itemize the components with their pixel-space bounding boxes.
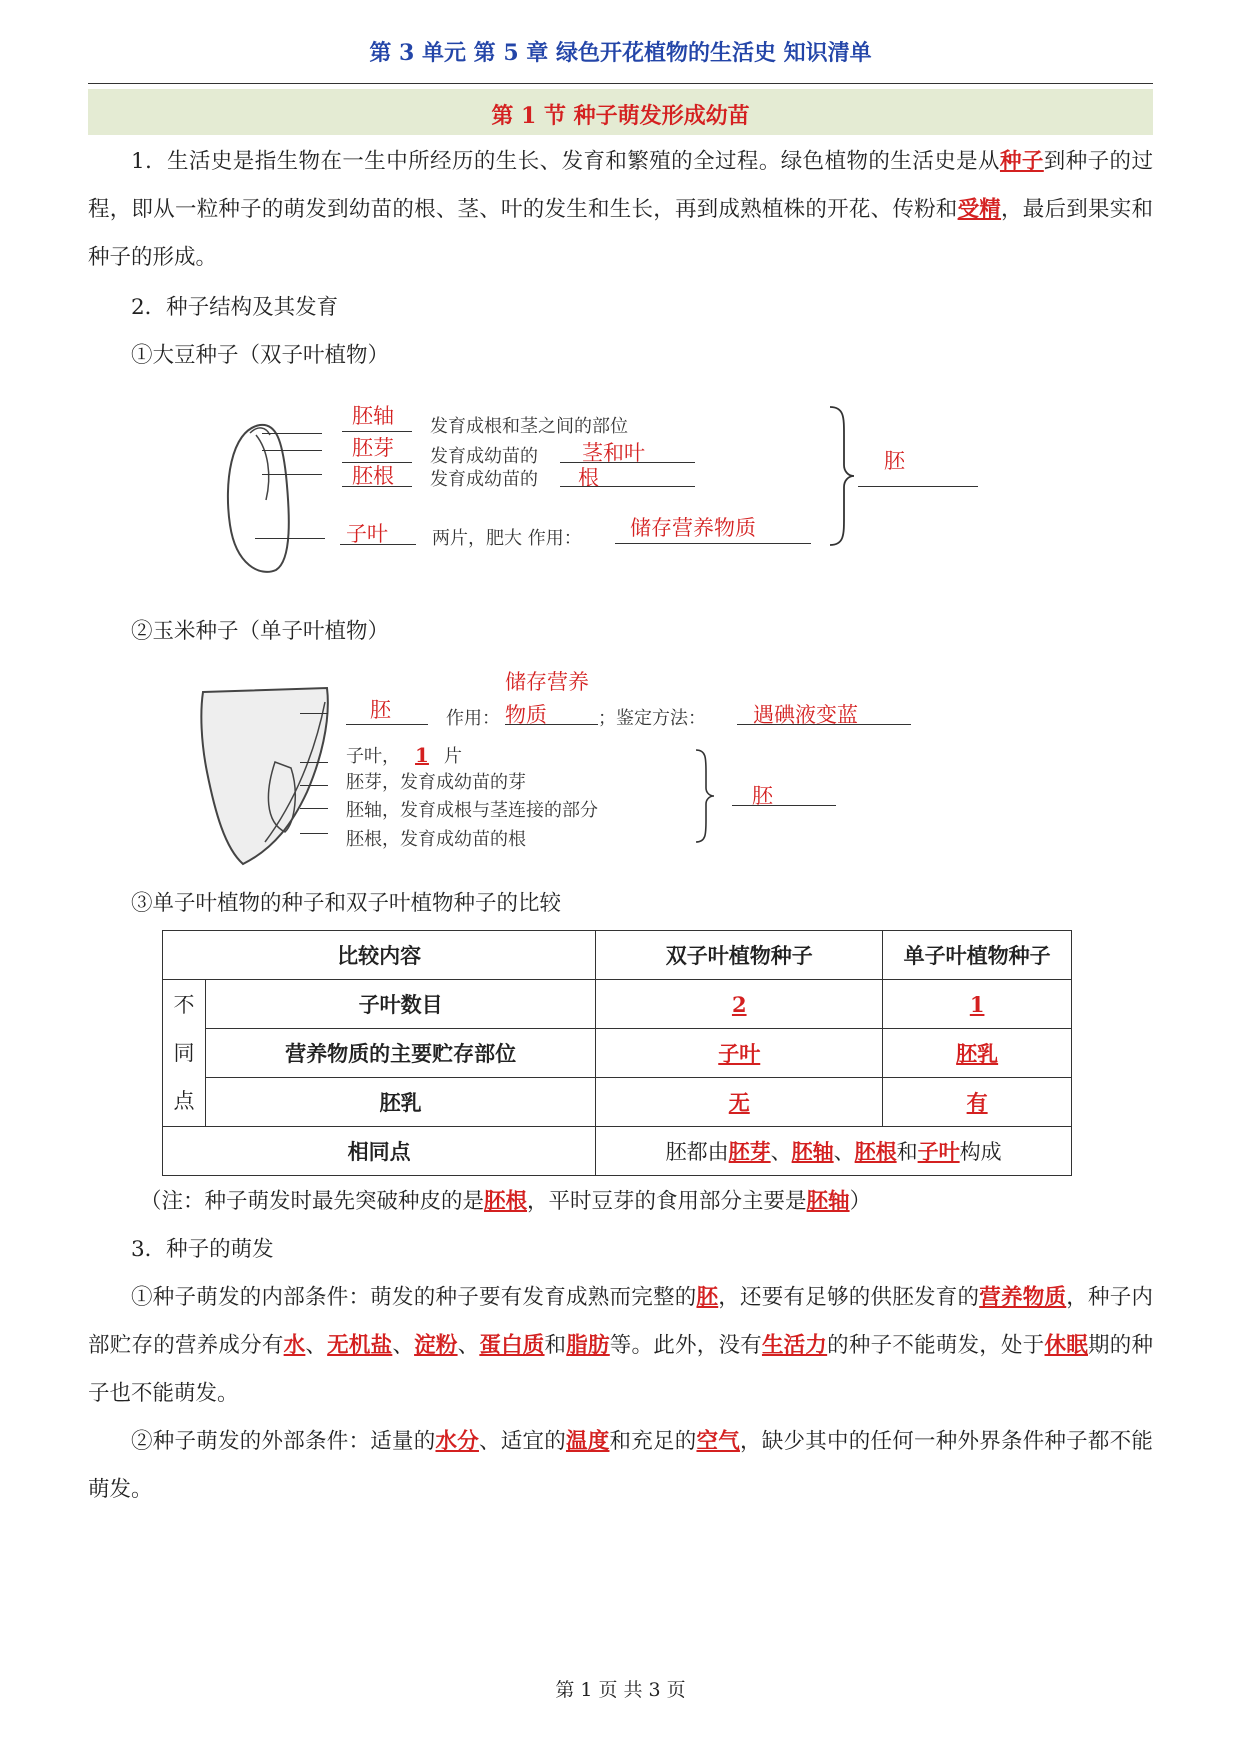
text: 片 [444, 746, 462, 767]
cell-dicot: 子叶 [596, 1029, 883, 1078]
answer: 种子 [999, 149, 1044, 174]
answer-function-1: 储存营养 [505, 670, 589, 694]
text: 胚都由 [665, 1140, 729, 1164]
answer: 胚轴 [791, 1139, 834, 1164]
table-row [163, 931, 1072, 980]
text: 1．生活史是指生物在一生中所经历的生长、发育和繁殖的全过程。绿色植物的生活史是从 [131, 149, 1000, 174]
pointer-line [262, 450, 322, 451]
answer: 生活力 [761, 1333, 828, 1358]
differences-label [163, 980, 206, 1127]
text: ，缺少其中的任何一种外界条件种子都不能萌发。 [88, 1429, 1153, 1502]
table-row [163, 980, 1072, 1029]
blank-line [560, 486, 695, 487]
text: 、 [392, 1333, 415, 1358]
text: ，种子内部贮存的营养成分有 [88, 1285, 1153, 1358]
text: 和充足的 [609, 1429, 697, 1454]
answer: 胚轴 [806, 1189, 850, 1214]
heading-corn-seed: ②玉米种子（单子叶植物） [131, 619, 390, 644]
pointer-line [300, 762, 328, 763]
label-cotyledon: 子叶 [346, 522, 388, 546]
answer: 胚 [696, 1285, 719, 1310]
answer: 子叶 [917, 1139, 960, 1164]
paragraph-life-history [88, 138, 1153, 282]
blank-line [342, 486, 412, 487]
answer: 脂肪 [566, 1333, 610, 1358]
text: 和 [896, 1140, 918, 1164]
table-row [163, 1078, 1072, 1127]
row-label: 营养物质的主要贮存部位 [206, 1029, 596, 1078]
answer: 水分 [435, 1429, 479, 1454]
label-radicle: 胚根 [352, 464, 394, 488]
corn-plumule: 胚芽，发育成幼苗的芽 [346, 772, 526, 793]
text: ①种子萌发的内部条件：萌发的种子要有发育成熟而完整的 [131, 1285, 697, 1310]
label-endosperm: 胚 [370, 698, 391, 722]
heading-bean-seed: ①大豆种子（双子叶植物） [131, 343, 390, 368]
blank-line [340, 544, 416, 545]
cell-dicot: 2 [596, 980, 883, 1029]
pointer-line [300, 713, 328, 714]
answer-cotyledon-count: 1 [415, 743, 429, 767]
text: 、 [833, 1140, 855, 1164]
blank-line [732, 805, 836, 806]
row-label: 相同点 [163, 1127, 596, 1176]
answer: 无机盐 [327, 1333, 393, 1358]
answer: 营养物质 [979, 1285, 1067, 1310]
comparison-table [162, 930, 1072, 1176]
answer: 休眠 [1044, 1333, 1088, 1358]
text: 、 [457, 1333, 480, 1358]
text: 同 [173, 1041, 195, 1065]
text: ，还要有足够的供胚发育的 [718, 1285, 980, 1310]
corn-cotyledon-row [346, 742, 462, 768]
label-embryo-axis: 胚轴 [352, 404, 394, 428]
page-footer: 第 1 页 共 3 页 [555, 1679, 686, 1701]
text: （注：种子萌发时最先突破种皮的是 [140, 1189, 485, 1214]
pointer-line [262, 474, 322, 475]
blank-line [737, 724, 911, 725]
answer: 水 [283, 1333, 306, 1358]
brace-bean [826, 405, 856, 547]
answer: 淀粉 [414, 1333, 458, 1358]
answer: 受精 [957, 197, 1002, 222]
blank-line [615, 543, 811, 544]
answer-test-method: 遇碘液变蓝 [753, 703, 858, 727]
desc-embryo-axis: 发育成根和茎之间的部位 [430, 416, 628, 437]
text: 、 [305, 1333, 328, 1358]
corn-embryo-axis: 胚轴，发育成根与茎连接的部分 [346, 800, 598, 821]
table-row [163, 1029, 1072, 1078]
header-cell: 比较内容 [163, 931, 596, 980]
note [140, 1178, 1140, 1226]
label-plumule: 胚芽 [352, 436, 394, 460]
text: 和 [544, 1333, 567, 1358]
answer: 胚根 [484, 1189, 528, 1214]
corn-seed-drawing [195, 682, 335, 870]
text: ②种子萌发的外部条件：适量的 [131, 1429, 436, 1454]
text: 不 [173, 993, 195, 1017]
pointer-line [262, 433, 322, 434]
cell-monocot: 1 [883, 980, 1072, 1029]
header-cell: 双子叶植物种子 [596, 931, 883, 980]
header-divider [88, 83, 1153, 84]
header-cell: 单子叶植物种子 [883, 931, 1072, 980]
answer: 胚芽 [728, 1139, 771, 1164]
desc-cotyledon: 两片，肥大 作用： [432, 528, 582, 549]
func-label: 作用： [446, 708, 500, 729]
pointer-line [255, 538, 325, 539]
test-label: ；鉴定方法： [598, 708, 706, 729]
pointer-line [300, 833, 328, 834]
text: ，最后到果实和种子的形成。 [88, 197, 1153, 270]
text: 等。此外，没有 [609, 1333, 762, 1358]
text: 构成 [959, 1140, 1002, 1164]
text: ，平时豆芽的食用部分主要是 [527, 1189, 807, 1214]
bean-seed-drawing [220, 405, 300, 580]
heading-seed-structure: 2．种子结构及其发育 [131, 295, 339, 320]
corn-radicle: 胚根，发育成幼苗的根 [346, 829, 526, 850]
pointer-line [300, 808, 328, 809]
cell-monocot: 胚乳 [883, 1029, 1072, 1078]
answer-function-2: 物质 [505, 703, 547, 727]
brace-corn [694, 748, 716, 844]
row-label: 胚乳 [206, 1078, 596, 1127]
answer: 空气 [696, 1429, 740, 1454]
table-row [163, 1127, 1072, 1176]
answer-cotyledon: 储存营养物质 [630, 516, 756, 540]
row-label: 子叶数目 [206, 980, 596, 1029]
text: 、适宜的 [478, 1429, 566, 1454]
desc-radicle: 发育成幼苗的 [430, 469, 538, 490]
desc-plumule: 发育成幼苗的 [430, 446, 538, 467]
paragraph-external-conditions [88, 1418, 1153, 1514]
cell-dicot: 无 [596, 1078, 883, 1127]
group-label-embryo: 胚 [884, 449, 905, 473]
text: 子叶， [346, 746, 400, 767]
answer: 蛋白质 [479, 1333, 545, 1358]
answer: 胚根 [854, 1139, 897, 1164]
text: 、 [770, 1140, 792, 1164]
blank-line [505, 724, 598, 725]
pointer-line [300, 785, 328, 786]
answer-radicle: 根 [578, 466, 599, 490]
text: 点 [173, 1089, 195, 1113]
blank-line [858, 486, 978, 487]
text: 期的种子也不能萌发。 [88, 1333, 1153, 1406]
document-title: 第 3 单元 第 5 章 绿色开花植物的生活史 知识清单 [369, 40, 872, 66]
text: ） [849, 1189, 872, 1214]
blank-line [346, 724, 428, 725]
group-label-corn-embryo: 胚 [752, 784, 773, 808]
answer-plumule: 茎和叶 [582, 441, 645, 465]
cell-monocot: 有 [883, 1078, 1072, 1127]
answer: 温度 [565, 1429, 610, 1454]
cell-similarity [596, 1127, 1072, 1176]
text: 到种子的过程，即从一粒种子的萌发到幼苗的根、茎、叶的发生和生长，再到成熟植株的开花、传粉和 [88, 149, 1153, 222]
heading-germination: 3．种子的萌发 [131, 1237, 274, 1262]
section-title: 第 1 节 种子萌发形成幼苗 [491, 103, 750, 129]
paragraph-internal-conditions [88, 1274, 1153, 1418]
text: 的种子不能萌发，处于 [827, 1333, 1045, 1358]
heading-comparison: ③单子叶植物的种子和双子叶植物种子的比较 [131, 891, 562, 916]
